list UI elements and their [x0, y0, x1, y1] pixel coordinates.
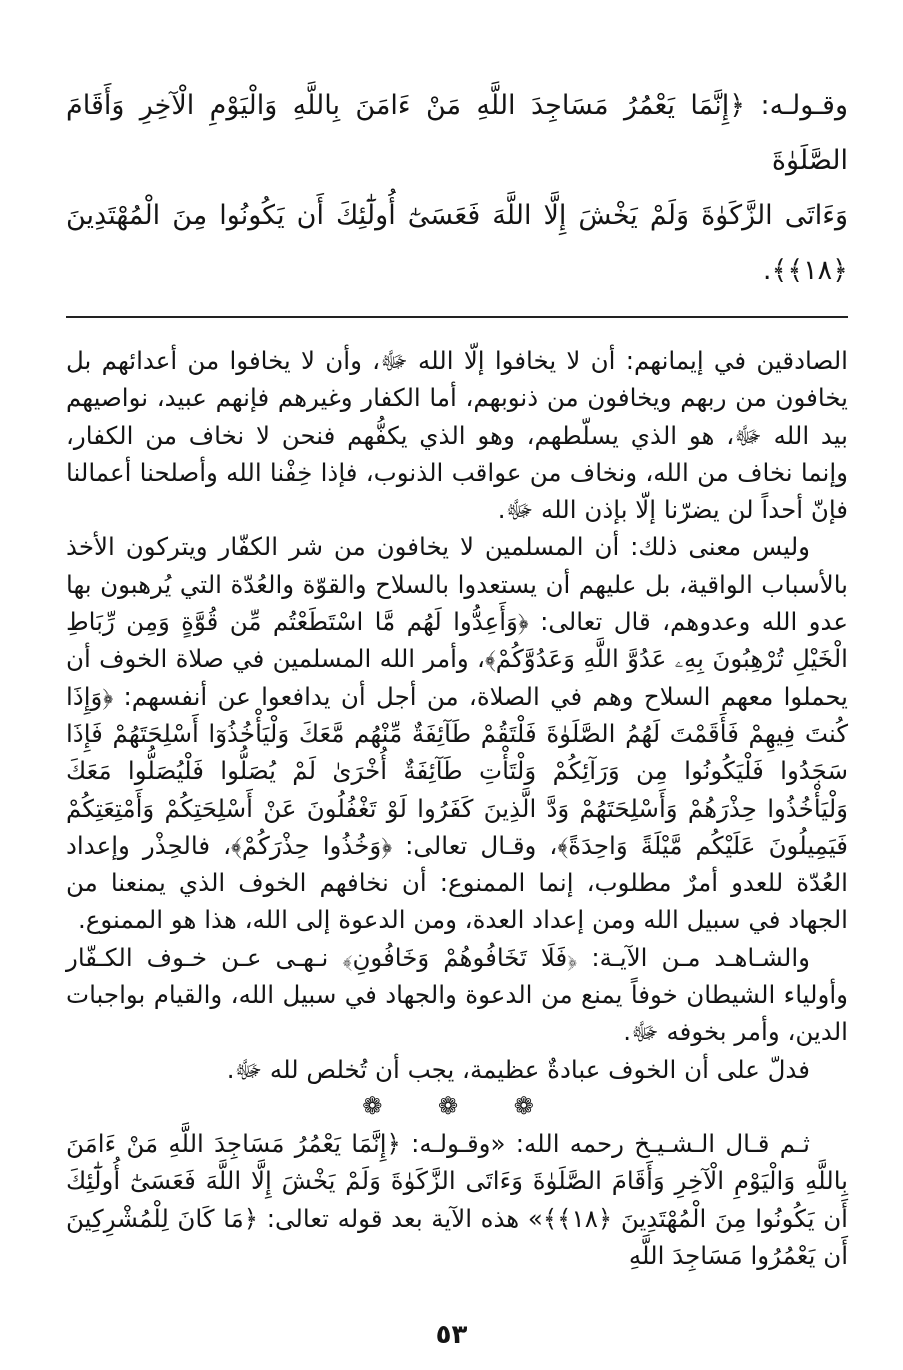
flower-ornament-icon: ❁ [362, 1091, 401, 1120]
flower-ornament-icon: ❁ [437, 1091, 477, 1120]
section-separator [66, 1088, 848, 1125]
paragraph-3: والشـاهـد مـن الآيـة: ﴿فَلَا تَخَافُوهُمْ وَخَافُونِ﴾ نـهـى عـن خـوف الكـفّار وأولياء الشيطان خوفاً يمنع من الدعوة والجهاد في سبيل الله، والقيام بواجبات الدين، وأمر بخوفه ﷻ. [66, 942, 848, 1047]
paragraph-2: وليس معنى ذلك: أن المسلمين لا يخافون من شر الكفّار ويتركون الأخذ بالأسباب الواقية، بل عليهم أن يستعدوا بالسلاح والقوّة والعُدّة التي يُرهبون بها عدو الله وعدوهم، قال تعالى: ﴿وَأَعِدُّوا لَهُم مَّا اسْتَطَعْتُم مِّن قُوَّةٍ وَمِن رِّبَاطِ الْخَيْلِ تُرْهِبُونَ بِهِۦ عَدُوَّ اللَّهِ وَعَدُوَّكُمْ﴾، وأمر الله المسلمين في صلاة الخوف أن يحملوا معهم السلاح وهم في الصلاة، من أجل أن يدافعوا عن أنفسهم: ﴿وَإِذَا كُنتَ فِيهِمْ فَأَقَمْتَ لَهُمُ الصَّلَوٰةَ فَلْتَقُمْ طَآئِفَةٌ مِّنْهُم مَّعَكَ وَلْيَأْخُذُوٓا أَسْلِحَتَهُمْ فَإِذَا سَجَدُوا فَلْيَكُونُوا مِن وَرَآئِكُمْ وَلْتَأْتِ طَآئِفَةٌ أُخْرَىٰ لَمْ يُصَلُّوا فَلْيُصَلُّوا مَعَكَ وَلْيَأْخُذُوا حِذْرَهُمْ وَأَسْلِحَتَهُمْ وَدَّ الَّذِينَ كَفَرُوا لَوْ تَغْفُلُونَ عَنْ أَسْلِحَتِكُمْ وَأَمْتِعَتِكُمْ فَيَمِيلُونَ عَلَيْكُم مَّيْلَةً وَاحِدَةً﴾، وقـال تعالى: ﴿وَخُذُوا حِذْرَكُمْ﴾، فالحِذْر وإعداد العُدّة للعدو أمرٌ مطلوب، إنما الممنوع: أن نخافهم الخوف الذي يمنعنا من الجهاد في سبيل الله ومن إعداد العدة، ومن الدعوة إلى الله، هذا هو الممنوع. [66, 532, 848, 935]
header-quran-verse [66, 78, 848, 298]
header-verse-line-1: وقـولـه: ﴿إِنَّمَا يَعْمُرُ مَسَاجِدَ اللَّهِ مَنْ ءَامَنَ بِاللَّهِ وَالْيَوْمِ الْآخِرِ وَأَقَامَ الصَّلَوٰةَ [66, 90, 848, 176]
paragraph-5: ثـم قـال الـشـيـخ رحمه الله: «وقـولـه: ﴿إِنَّمَا يَعْمُرُ مَسَاجِدَ اللَّهِ مَنْ ءَامَنَ بِاللَّهِ وَالْيَوْمِ الْآخِرِ وَأَقَامَ الصَّلَوٰةَ وَءَاتَى الزَّكَوٰةَ وَلَمْ يَخْشَ إِلَّا اللَّهَ فَعَسَىٰٓ أُولَٰٓئِكَ أَن يَكُونُوا مِنَ الْمُهْتَدِينَ ﴿١٨﴾﴾» هذه الآية بعد قوله تعالى: ﴿مَا كَانَ لِلْمُشْرِكِينَ أَن يَعْمُرُوا مَسَاجِدَ اللَّهِ [66, 1128, 848, 1270]
horizontal-divider [66, 316, 848, 318]
paragraph-1: الصادقين في إيمانهم: أن لا يخافوا إلّا الله ﷻ، وأن لا يخافوا من أعدائهم بل يخافون من ربهم ويخافون من ذنوبهم، أما الكفار وغيرهم فإنهم عبيد، نواصيهم بيد الله ﷻ، هو الذي يسلّطهم، وهو الذي يكفُّهم فنحن لا نخاف من الكفار، وإنما نخاف من الله، ونخاف من عواقب الذنوب، فإذا خِفْنا الله وأصلحنا أعمالنا فإنّ أحداً لن يضرّنا إلّا بإذن الله ﷻ. [66, 346, 848, 525]
commentary-text [66, 342, 848, 1274]
page-number: ٥٣ [435, 1320, 468, 1350]
page-body [66, 78, 848, 1274]
flower-ornament-icon: ❁ [513, 1091, 552, 1120]
header-verse-line-2: وَءَاتَى الزَّكَوٰةَ وَلَمْ يَخْشَ إِلَّا اللَّهَ فَعَسَىٰٓ أُولَٰٓئِكَ أَن يَكُونُوا مِنَ الْمُهْتَدِينَ ﴿١٨﴾﴾. [66, 200, 848, 286]
paragraph-4: فدلّ على أن الخوف عبادةٌ عظيمة، يجب أن تُخلص لله ﷻ. [226, 1054, 810, 1084]
